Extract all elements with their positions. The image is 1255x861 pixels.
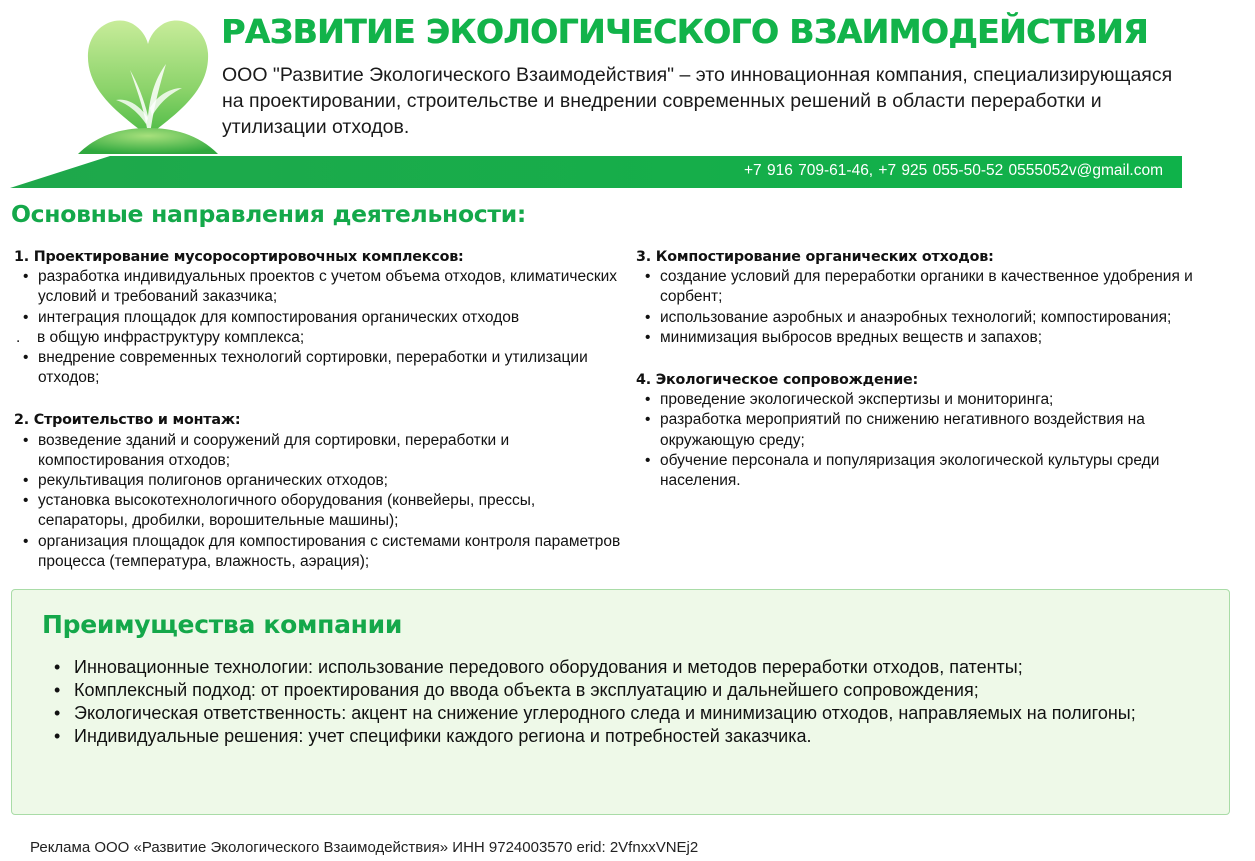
bullet-dot: • (54, 703, 61, 723)
list-item: • возведение зданий и сооружений для сортировки, переработки и компостирования отходов; (23, 431, 510, 469)
bullet-dot: • (23, 431, 29, 449)
bullet-dot: • (54, 680, 61, 700)
bullet-dot: • (54, 657, 61, 677)
bullet-dot: • (23, 492, 29, 510)
activity-section (14, 410, 624, 572)
list-item: • организация площадок для компостирования с системами контроля параметров процесса (температура, влажность, аэрация); (23, 532, 621, 570)
activities-heading: Основные направления деятельности: (11, 200, 527, 228)
bullet-dot: • (23, 349, 29, 367)
heart-leaf-sprout-icon (78, 8, 218, 156)
advantages-panel (11, 589, 1230, 815)
bullet-dot: • (23, 308, 29, 326)
list-item: • минимизация выбросов вредных веществ и запахов; (636, 328, 1236, 348)
activity-section (14, 247, 624, 388)
list-item: . в общую инфраструктуру комплекса; (14, 328, 624, 348)
list-item: • проведение экологической экспертизы и мониторинга; (636, 390, 1236, 410)
list-item: • интеграция площадок для компостирования органических отходов (14, 308, 624, 328)
bullet-dot: • (645, 268, 651, 286)
activity-section (636, 370, 1236, 491)
activity-section-title: 4. Экологическое сопровождение: (636, 372, 919, 389)
list-item: • Индивидуальные решения: учет специфики каждого региона и потребностей заказчика. (54, 726, 812, 746)
list-item: • внедрение современных технологий сортировки, переработки и утилизации отходов; (23, 349, 588, 387)
bullet-dot: • (54, 726, 61, 746)
activity-section-title: 3. Компостирование органических отходов: (636, 249, 994, 265)
activity-section-title: 2. Строительство и монтаж: (14, 412, 241, 429)
bullet-dot: • (645, 411, 651, 429)
bullet-dot: • (23, 268, 29, 286)
bullet-dot: • (645, 451, 651, 469)
activities-right-column (636, 247, 1236, 513)
list-item: • разработка мероприятий по снижению негативного воздействия на окружающую среду; (645, 411, 1145, 449)
activity-section (636, 247, 1236, 348)
bullet-dot: . (16, 328, 21, 346)
list-item: • рекультивация полигонов органических отходов; (14, 471, 624, 491)
list-item: • Инновационные технологии: использование передового оборудования и методов переработки отходов, патенты; (54, 657, 1023, 677)
company-intro: ООО "Развитие Экологического Взаимодействия" – это инновационная компания, специализирующаяся на проектировании, строительстве и внедрении современных решений в области переработки и утилизации отходов. (222, 64, 1173, 138)
bullet-dot: • (645, 391, 651, 409)
advantages-list (44, 656, 1194, 748)
bullet-dot: • (23, 532, 29, 550)
list-item: • Комплексный подход: от проектирования до ввода объекта в эксплуатацию и дальнейшего сопровождения; (54, 680, 979, 700)
activities-left-column (14, 247, 624, 594)
company-title: РАЗВИТИЕ ЭКОЛОГИЧЕСКОГО ВЗАИМОДЕЙСТВИЯ (221, 12, 1148, 51)
list-item: • Экологическая ответственность: акцент на снижение углеродного следа и минимизацию отходов, направляемых на полигоны; (54, 703, 1136, 723)
ad-disclaimer: Реклама ООО «Развитие Экологического Взаимодействия» ИНН 9724003570 erid: 2VfnxxVNEj2 (30, 839, 699, 856)
advantages-heading: Преимущества компании (42, 610, 403, 639)
list-item: • использование аэробных и анаэробных технологий; компостирования; (636, 308, 1236, 328)
list-item: • установка высокотехнологичного оборудования (конвейеры, прессы, сепараторы, дробилки, ворошительные машины); (23, 492, 536, 530)
list-item: • разработка индивидуальных проектов с учетом объема отходов, климатических условий и требований заказчика; (23, 268, 618, 306)
contact-info: +7 916 709-61-46, +7 925 055-50-52 0555052v@gmail.com (744, 162, 1163, 179)
bullet-dot: • (645, 308, 651, 326)
bullet-dot: • (645, 328, 651, 346)
list-item: • обучение персонала и популяризация экологической культуры среди населения. (645, 451, 1160, 490)
bullet-dot: • (23, 472, 29, 490)
activity-section-title: 1. Проектирование мусоросортировочных комплексов: (14, 249, 464, 265)
list-item: • создание условий для переработки органики в качественное удобрения и сорбент; (645, 268, 1193, 306)
